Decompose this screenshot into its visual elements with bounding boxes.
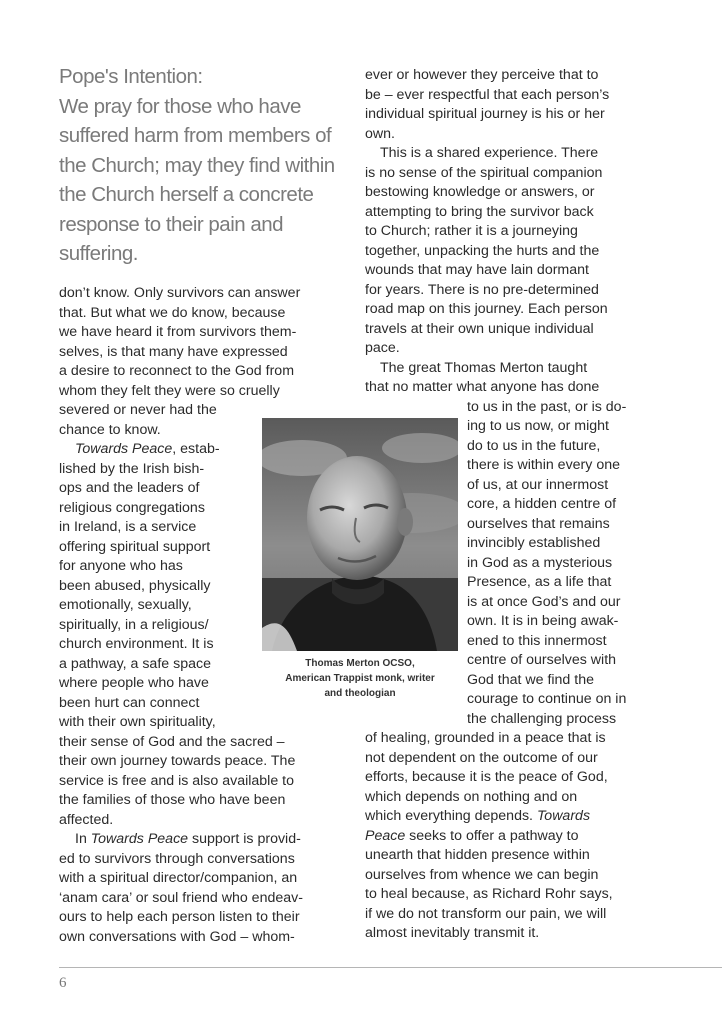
text-line: whom they felt they were so cruelly [59,382,280,399]
text-line: The great Thomas Merton taught [380,359,588,376]
text-line: that. But what we do know, because [59,304,286,321]
text-line: for years. There is no pre-determined [365,281,599,298]
merton-photo [262,418,458,651]
text-line: Peace seeks to offer a pathway to [365,827,579,844]
text-line: Towards Peace, estab- [75,441,220,457]
text-line: severed or never had the [59,402,217,418]
text-line: ours to help each person listen to their [59,909,300,925]
text-line: In Towards Peace support is provid- [75,831,301,847]
text-line: the families of those who have been [59,792,286,808]
text-line: bestowing knowledge or answers, or [365,184,595,200]
text-line: to heal because, as Richard Rohr says, [365,886,613,902]
text-line: of us, at our innermost [467,476,609,493]
text-line: been hurt can connect [59,694,200,711]
text-line: which everything depends. Towards [365,808,591,824]
pope-intention [59,62,349,269]
text-line: there is within every one [467,457,620,473]
text-line: ed to survivors through conversations [59,850,295,867]
text-line: a desire to reconnect to the God from [59,363,295,379]
text-line: attempting to bring the survivor back [365,203,594,220]
photo-caption [262,656,458,701]
text-line: which depends on nothing and on [365,788,578,805]
text-line: road map on this journey. Each person [365,301,608,317]
text-line: courage to continue on in [467,691,627,707]
text-line: with a spiritual director/companion, an [59,870,298,886]
text-line: together, unpacking the hurts and the [365,242,600,259]
text-line: chance to know. [59,421,161,438]
text-line: do to us in the future, [467,437,601,454]
text-line: invincibly established [467,535,601,551]
text-line: the challenging process [467,710,617,727]
intention-title: Pope's Intention: [59,65,203,88]
text-line: This is a shared experience. There [380,145,599,161]
text-line: efforts, because it is the peace of God, [365,769,608,785]
intention-text: We pray for those who have suffered harm from members of the Church; may they find within the Church herself a concrete response to their pain and suffering. [59,94,335,265]
text-line: ourselves from whence we can begin [365,866,599,883]
text-line: church environment. It is [59,636,214,652]
text-line: to Church; rather it is a journeying [365,223,578,239]
text-line: we have heard it from survivors them- [59,324,297,340]
text-line: of healing, grounded in a peace that is [365,730,606,746]
text-line: offering spiritual support [59,538,211,555]
text-line: core, a hidden centre of [467,496,617,512]
text-line: travels at their own unique individual [365,320,594,337]
text-line: pace. [365,340,400,356]
text-line: centre of ourselves with [467,652,617,668]
text-line: ened to this innermost [467,632,607,649]
text-line: emotionally, sexually, [59,597,192,613]
text-line: to us in the past, or is do- [467,398,627,415]
text-line: own. [365,125,395,142]
text-line: own. It is in being awak- [467,613,619,629]
text-line: unearth that hidden presence within [365,847,590,863]
text-line: is no sense of the spiritual companion [365,164,603,181]
text-line: don’t know. Only survivors can answer [59,285,301,301]
text-line: be – ever respectful that each person’s [365,86,610,103]
caption-line: and theologian [324,688,396,699]
text-line: if we do not transform our pain, we will [365,905,607,922]
text-line: with their own spirituality, [59,714,216,730]
text-line: affected. [59,811,114,828]
text-line: almost inevitably transmit it. [365,925,540,941]
text-line: selves, is that many have expressed [59,343,288,360]
footer-rule [59,967,722,968]
text-line: in God as a mysterious [467,554,613,571]
text-line: their sense of God and the sacred – [59,733,285,750]
page-number: 6 [59,975,67,991]
text-line: that no matter what anyone has done [365,379,600,395]
text-line: individual spiritual journey is his or her [365,106,605,122]
text-line: Presence, as a life that [467,574,612,590]
text-line: in Ireland, is a service [59,519,197,535]
text-line: where people who have [59,675,209,691]
text-line: ops and the leaders of [59,480,200,496]
text-line: not dependent on the outcome of our [365,749,598,766]
caption-line: Thomas Merton OCSO, [305,658,415,669]
text-line: wounds that may have lain dormant [365,262,589,278]
text-line: for anyone who has [59,558,183,574]
text-line: ever or however they perceive that to [365,67,599,83]
text-line: their own journey towards peace. The [59,753,296,769]
text-line: ing to us now, or might [467,418,609,434]
text-line: service is free and is also available to [59,772,295,789]
text-line: is at once God’s and our [467,593,621,610]
text-line: lished by the Irish bish- [59,460,205,477]
text-line: God that we find the [467,671,594,688]
text-line: own conversations with God – whom- [59,928,295,945]
merton-portrait-image [262,418,458,651]
text-line: spiritually, in a religious/ [59,616,209,633]
text-line: ‘anam cara’ or soul friend who endeav- [59,889,303,906]
text-line: been abused, physically [59,577,211,594]
text-line: a pathway, a safe space [59,655,211,672]
text-line: ourselves that remains [467,515,610,532]
text-line: religious congregations [59,499,205,516]
caption-line: American Trappist monk, writer [285,673,435,684]
